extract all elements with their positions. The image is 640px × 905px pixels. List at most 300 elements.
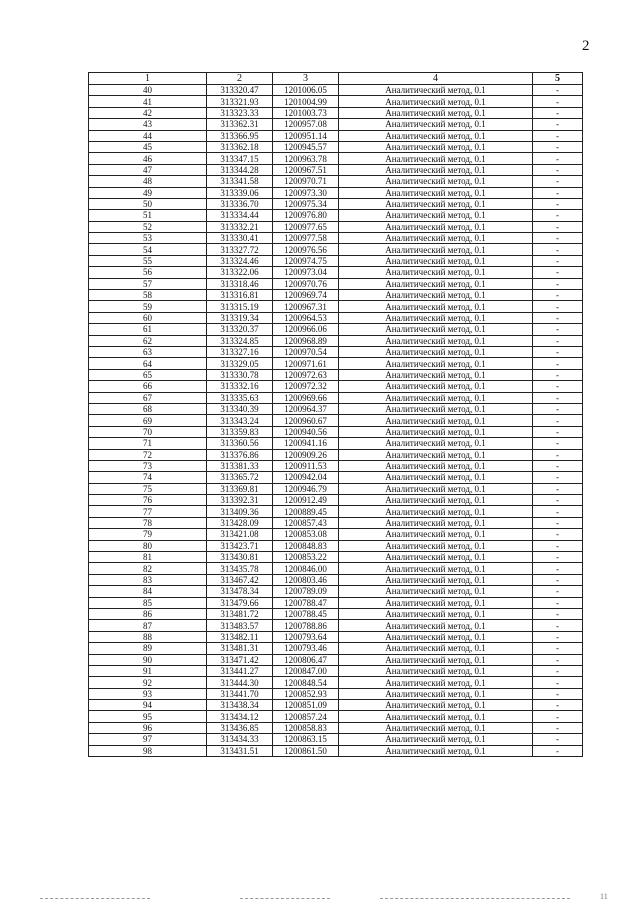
table-header [89, 73, 583, 85]
cell-point-number: 73 [89, 460, 207, 471]
cell-y-coordinate: 1201004.99 [273, 96, 339, 107]
cell-x-coordinate: 313376.86 [207, 449, 273, 460]
cell-x-coordinate: 313330.78 [207, 369, 273, 380]
cell-note: - [533, 563, 583, 574]
cell-method-accuracy: Аналитический метод, 0.1 [339, 529, 533, 540]
cell-y-coordinate: 1200969.74 [273, 290, 339, 301]
cell-x-coordinate: 313359.83 [207, 426, 273, 437]
cell-point-number: 81 [89, 552, 207, 563]
cell-x-coordinate: 313362.18 [207, 141, 273, 152]
cell-y-coordinate: 1200967.31 [273, 301, 339, 312]
cell-method-accuracy: Аналитический метод, 0.1 [339, 130, 533, 141]
cell-point-number: 56 [89, 267, 207, 278]
cell-x-coordinate: 313435.78 [207, 563, 273, 574]
cell-method-accuracy: Аналитический метод, 0.1 [339, 244, 533, 255]
table-row [89, 734, 583, 745]
cell-y-coordinate: 1200848.83 [273, 540, 339, 551]
cell-x-coordinate: 313436.85 [207, 722, 273, 733]
table-row [89, 540, 583, 551]
cell-x-coordinate: 313438.34 [207, 700, 273, 711]
cell-method-accuracy: Аналитический метод, 0.1 [339, 358, 533, 369]
cell-y-coordinate: 1200788.47 [273, 597, 339, 608]
cell-y-coordinate: 1200967.51 [273, 164, 339, 175]
cell-method-accuracy: Аналитический метод, 0.1 [339, 141, 533, 152]
table-row [89, 426, 583, 437]
cell-note: - [533, 745, 583, 756]
cell-y-coordinate: 1200972.63 [273, 369, 339, 380]
table-row [89, 381, 583, 392]
cell-x-coordinate: 313421.08 [207, 529, 273, 540]
cell-point-number: 46 [89, 153, 207, 164]
cell-y-coordinate: 1200951.14 [273, 130, 339, 141]
table-row [89, 574, 583, 585]
cell-x-coordinate: 313324.85 [207, 335, 273, 346]
table-row [89, 221, 583, 232]
table-body [89, 85, 583, 757]
table-row [89, 267, 583, 278]
cell-point-number: 67 [89, 392, 207, 403]
cell-point-number: 57 [89, 278, 207, 289]
cell-y-coordinate: 1200976.80 [273, 210, 339, 221]
table-row [89, 324, 583, 335]
cell-point-number: 43 [89, 119, 207, 130]
cell-note: - [533, 278, 583, 289]
cell-point-number: 74 [89, 472, 207, 483]
cell-point-number: 88 [89, 631, 207, 642]
cell-method-accuracy: Аналитический метод, 0.1 [339, 335, 533, 346]
cell-point-number: 77 [89, 506, 207, 517]
cell-method-accuracy: Аналитический метод, 0.1 [339, 301, 533, 312]
cell-y-coordinate: 1200848.54 [273, 677, 339, 688]
cell-method-accuracy: Аналитический метод, 0.1 [339, 631, 533, 642]
cell-y-coordinate: 1200911.53 [273, 460, 339, 471]
table-row [89, 290, 583, 301]
cell-note: - [533, 335, 583, 346]
cell-point-number: 90 [89, 654, 207, 665]
table-row [89, 517, 583, 528]
cell-x-coordinate: 313441.70 [207, 688, 273, 699]
cell-y-coordinate: 1200863.15 [273, 734, 339, 745]
cell-y-coordinate: 1200963.78 [273, 153, 339, 164]
cell-point-number: 89 [89, 643, 207, 654]
cell-point-number: 85 [89, 597, 207, 608]
table-row [89, 415, 583, 426]
cell-note: - [533, 688, 583, 699]
table-row [89, 198, 583, 209]
cell-point-number: 93 [89, 688, 207, 699]
cell-x-coordinate: 313430.81 [207, 552, 273, 563]
table-row [89, 233, 583, 244]
cell-point-number: 76 [89, 495, 207, 506]
cell-note: - [533, 233, 583, 244]
cell-x-coordinate: 313336.70 [207, 198, 273, 209]
cell-method-accuracy: Аналитический метод, 0.1 [339, 711, 533, 722]
cell-x-coordinate: 313428.09 [207, 517, 273, 528]
cell-x-coordinate: 313334.44 [207, 210, 273, 221]
table-row [89, 164, 583, 175]
cell-method-accuracy: Аналитический метод, 0.1 [339, 495, 533, 506]
cell-point-number: 79 [89, 529, 207, 540]
footer-rule [40, 898, 150, 899]
cell-method-accuracy: Аналитический метод, 0.1 [339, 221, 533, 232]
cell-x-coordinate: 313315.19 [207, 301, 273, 312]
cell-note: - [533, 540, 583, 551]
header-col-3: 3 [273, 73, 339, 85]
cell-x-coordinate: 313327.72 [207, 244, 273, 255]
cell-y-coordinate: 1200972.32 [273, 381, 339, 392]
cell-y-coordinate: 1200851.09 [273, 700, 339, 711]
coordinates-table [88, 72, 583, 757]
cell-method-accuracy: Аналитический метод, 0.1 [339, 734, 533, 745]
cell-point-number: 87 [89, 620, 207, 631]
cell-method-accuracy: Аналитический метод, 0.1 [339, 506, 533, 517]
cell-note: - [533, 369, 583, 380]
cell-note: - [533, 665, 583, 676]
cell-x-coordinate: 313360.56 [207, 438, 273, 449]
cell-y-coordinate: 1200964.53 [273, 312, 339, 323]
table-row [89, 529, 583, 540]
cell-point-number: 60 [89, 312, 207, 323]
cell-note: - [533, 198, 583, 209]
cell-method-accuracy: Аналитический метод, 0.1 [339, 381, 533, 392]
table-row [89, 176, 583, 187]
cell-point-number: 66 [89, 381, 207, 392]
cell-note: - [533, 449, 583, 460]
table-row [89, 483, 583, 494]
cell-method-accuracy: Аналитический метод, 0.1 [339, 403, 533, 414]
cell-point-number: 96 [89, 722, 207, 733]
cell-y-coordinate: 1200803.46 [273, 574, 339, 585]
cell-point-number: 55 [89, 255, 207, 266]
cell-note: - [533, 722, 583, 733]
cell-point-number: 59 [89, 301, 207, 312]
cell-point-number: 72 [89, 449, 207, 460]
cell-y-coordinate: 1200964.37 [273, 403, 339, 414]
cell-x-coordinate: 313322.06 [207, 267, 273, 278]
cell-note: - [533, 552, 583, 563]
cell-y-coordinate: 1200973.30 [273, 187, 339, 198]
table-row [89, 438, 583, 449]
cell-x-coordinate: 313321.93 [207, 96, 273, 107]
table-row [89, 403, 583, 414]
header-col-4: 4 [339, 73, 533, 85]
cell-y-coordinate: 1200970.76 [273, 278, 339, 289]
cell-method-accuracy: Аналитический метод, 0.1 [339, 312, 533, 323]
cell-x-coordinate: 313441.27 [207, 665, 273, 676]
cell-note: - [533, 346, 583, 357]
cell-y-coordinate: 1200941.16 [273, 438, 339, 449]
table-row [89, 654, 583, 665]
table-row [89, 472, 583, 483]
cell-note: - [533, 608, 583, 619]
cell-y-coordinate: 1200945.57 [273, 141, 339, 152]
cell-y-coordinate: 1200974.75 [273, 255, 339, 266]
cell-point-number: 95 [89, 711, 207, 722]
cell-y-coordinate: 1200970.71 [273, 176, 339, 187]
cell-method-accuracy: Аналитический метод, 0.1 [339, 722, 533, 733]
cell-point-number: 50 [89, 198, 207, 209]
table-row [89, 358, 583, 369]
cell-method-accuracy: Аналитический метод, 0.1 [339, 643, 533, 654]
cell-method-accuracy: Аналитический метод, 0.1 [339, 267, 533, 278]
cell-x-coordinate: 313381.33 [207, 460, 273, 471]
table-row [89, 688, 583, 699]
table-row [89, 495, 583, 506]
cell-y-coordinate: 1200853.22 [273, 552, 339, 563]
table-row [89, 255, 583, 266]
cell-method-accuracy: Аналитический метод, 0.1 [339, 552, 533, 563]
cell-x-coordinate: 313343.24 [207, 415, 273, 426]
cell-note: - [533, 301, 583, 312]
cell-method-accuracy: Аналитический метод, 0.1 [339, 620, 533, 631]
cell-y-coordinate: 1200970.54 [273, 346, 339, 357]
cell-point-number: 69 [89, 415, 207, 426]
cell-note: - [533, 529, 583, 540]
cell-x-coordinate: 313365.72 [207, 472, 273, 483]
table-row [89, 278, 583, 289]
cell-method-accuracy: Аналитический метод, 0.1 [339, 483, 533, 494]
cell-point-number: 98 [89, 745, 207, 756]
cell-y-coordinate: 1200946.79 [273, 483, 339, 494]
cell-method-accuracy: Аналитический метод, 0.1 [339, 472, 533, 483]
cell-note: - [533, 358, 583, 369]
cell-note: - [533, 392, 583, 403]
cell-note: - [533, 711, 583, 722]
table-row [89, 597, 583, 608]
cell-x-coordinate: 313327.16 [207, 346, 273, 357]
table-row [89, 643, 583, 654]
table-row [89, 335, 583, 346]
table-row [89, 312, 583, 323]
cell-note: - [533, 483, 583, 494]
cell-note: - [533, 597, 583, 608]
cell-method-accuracy: Аналитический метод, 0.1 [339, 654, 533, 665]
cell-point-number: 51 [89, 210, 207, 221]
header-col-1: 1 [89, 73, 207, 85]
header-col-5: 5 [533, 73, 583, 85]
cell-note: - [533, 574, 583, 585]
cell-y-coordinate: 1200852.93 [273, 688, 339, 699]
table-row [89, 369, 583, 380]
cell-method-accuracy: Аналитический метод, 0.1 [339, 563, 533, 574]
cell-note: - [533, 119, 583, 130]
cell-method-accuracy: Аналитический метод, 0.1 [339, 198, 533, 209]
cell-method-accuracy: Аналитический метод, 0.1 [339, 290, 533, 301]
cell-point-number: 71 [89, 438, 207, 449]
table-row [89, 711, 583, 722]
cell-point-number: 83 [89, 574, 207, 585]
table-row [89, 130, 583, 141]
cell-y-coordinate: 1200857.43 [273, 517, 339, 528]
cell-x-coordinate: 313423.71 [207, 540, 273, 551]
table-row [89, 722, 583, 733]
cell-x-coordinate: 313392.31 [207, 495, 273, 506]
cell-point-number: 53 [89, 233, 207, 244]
cell-point-number: 58 [89, 290, 207, 301]
table-row [89, 552, 583, 563]
cell-method-accuracy: Аналитический метод, 0.1 [339, 688, 533, 699]
cell-method-accuracy: Аналитический метод, 0.1 [339, 233, 533, 244]
cell-note: - [533, 221, 583, 232]
cell-y-coordinate: 1200976.56 [273, 244, 339, 255]
cell-note: - [533, 255, 583, 266]
cell-y-coordinate: 1200973.04 [273, 267, 339, 278]
cell-note: - [533, 677, 583, 688]
cell-x-coordinate: 313332.21 [207, 221, 273, 232]
cell-point-number: 78 [89, 517, 207, 528]
cell-point-number: 48 [89, 176, 207, 187]
cell-x-coordinate: 313409.36 [207, 506, 273, 517]
cell-x-coordinate: 313478.34 [207, 586, 273, 597]
cell-note: - [533, 141, 583, 152]
cell-x-coordinate: 313471.42 [207, 654, 273, 665]
cell-point-number: 64 [89, 358, 207, 369]
cell-y-coordinate: 1200853.08 [273, 529, 339, 540]
cell-note: - [533, 403, 583, 414]
cell-note: - [533, 506, 583, 517]
cell-x-coordinate: 313330.41 [207, 233, 273, 244]
table-row [89, 210, 583, 221]
cell-y-coordinate: 1200957.08 [273, 119, 339, 130]
cell-method-accuracy: Аналитический метод, 0.1 [339, 415, 533, 426]
cell-point-number: 68 [89, 403, 207, 414]
cell-point-number: 47 [89, 164, 207, 175]
cell-y-coordinate: 1200966.06 [273, 324, 339, 335]
cell-method-accuracy: Аналитический метод, 0.1 [339, 540, 533, 551]
table-row [89, 301, 583, 312]
cell-x-coordinate: 313318.46 [207, 278, 273, 289]
cell-x-coordinate: 313347.15 [207, 153, 273, 164]
cell-point-number: 40 [89, 85, 207, 96]
cell-method-accuracy: Аналитический метод, 0.1 [339, 745, 533, 756]
cell-note: - [533, 654, 583, 665]
cell-note: - [533, 96, 583, 107]
cell-method-accuracy: Аналитический метод, 0.1 [339, 255, 533, 266]
cell-method-accuracy: Аналитический метод, 0.1 [339, 369, 533, 380]
cell-y-coordinate: 1200968.89 [273, 335, 339, 346]
cell-x-coordinate: 313341.58 [207, 176, 273, 187]
cell-x-coordinate: 313369.81 [207, 483, 273, 494]
cell-note: - [533, 734, 583, 745]
cell-point-number: 44 [89, 130, 207, 141]
cell-y-coordinate: 1200912.49 [273, 495, 339, 506]
cell-y-coordinate: 1200977.58 [273, 233, 339, 244]
cell-note: - [533, 426, 583, 437]
header-col-2: 2 [207, 73, 273, 85]
cell-method-accuracy: Аналитический метод, 0.1 [339, 85, 533, 96]
table-row [89, 346, 583, 357]
cell-note: - [533, 495, 583, 506]
cell-method-accuracy: Аналитический метод, 0.1 [339, 586, 533, 597]
cell-point-number: 91 [89, 665, 207, 676]
cell-method-accuracy: Аналитический метод, 0.1 [339, 608, 533, 619]
cell-method-accuracy: Аналитический метод, 0.1 [339, 449, 533, 460]
table-row [89, 745, 583, 756]
table-row [89, 141, 583, 152]
cell-x-coordinate: 313479.66 [207, 597, 273, 608]
cell-y-coordinate: 1200789.09 [273, 586, 339, 597]
table-row [89, 85, 583, 96]
cell-note: - [533, 164, 583, 175]
cell-point-number: 52 [89, 221, 207, 232]
table-row [89, 631, 583, 642]
cell-note: - [533, 176, 583, 187]
cell-point-number: 49 [89, 187, 207, 198]
cell-point-number: 41 [89, 96, 207, 107]
cell-x-coordinate: 313481.31 [207, 643, 273, 654]
table-row [89, 506, 583, 517]
cell-x-coordinate: 313444.30 [207, 677, 273, 688]
cell-x-coordinate: 313482.11 [207, 631, 273, 642]
cell-note: - [533, 210, 583, 221]
cell-note: - [533, 187, 583, 198]
cell-note: - [533, 290, 583, 301]
cell-x-coordinate: 313320.47 [207, 85, 273, 96]
cell-note: - [533, 381, 583, 392]
cell-method-accuracy: Аналитический метод, 0.1 [339, 460, 533, 471]
cell-point-number: 65 [89, 369, 207, 380]
table-row [89, 665, 583, 676]
cell-point-number: 61 [89, 324, 207, 335]
cell-x-coordinate: 313316.81 [207, 290, 273, 301]
cell-point-number: 45 [89, 141, 207, 152]
cell-note: - [533, 415, 583, 426]
cell-y-coordinate: 1200788.86 [273, 620, 339, 631]
cell-note: - [533, 517, 583, 528]
cell-x-coordinate: 313335.63 [207, 392, 273, 403]
cell-x-coordinate: 313319.34 [207, 312, 273, 323]
table-row [89, 392, 583, 403]
cell-x-coordinate: 313481.72 [207, 608, 273, 619]
cell-note: - [533, 472, 583, 483]
table-row [89, 460, 583, 471]
cell-x-coordinate: 313323.33 [207, 107, 273, 118]
cell-point-number: 84 [89, 586, 207, 597]
cell-method-accuracy: Аналитический метод, 0.1 [339, 107, 533, 118]
cell-note: - [533, 460, 583, 471]
cell-y-coordinate: 1200969.66 [273, 392, 339, 403]
cell-method-accuracy: Аналитический метод, 0.1 [339, 346, 533, 357]
cell-method-accuracy: Аналитический метод, 0.1 [339, 210, 533, 221]
cell-point-number: 63 [89, 346, 207, 357]
cell-note: - [533, 438, 583, 449]
cell-note: - [533, 700, 583, 711]
cell-y-coordinate: 1200889.45 [273, 506, 339, 517]
cell-note: - [533, 324, 583, 335]
cell-method-accuracy: Аналитический метод, 0.1 [339, 392, 533, 403]
cell-method-accuracy: Аналитический метод, 0.1 [339, 574, 533, 585]
cell-y-coordinate: 1200942.04 [273, 472, 339, 483]
cell-point-number: 75 [89, 483, 207, 494]
cell-method-accuracy: Аналитический метод, 0.1 [339, 438, 533, 449]
cell-x-coordinate: 313483.57 [207, 620, 273, 631]
cell-method-accuracy: Аналитический метод, 0.1 [339, 677, 533, 688]
cell-x-coordinate: 313332.16 [207, 381, 273, 392]
cell-y-coordinate: 1201003.73 [273, 107, 339, 118]
cell-method-accuracy: Аналитический метод, 0.1 [339, 700, 533, 711]
footer-rule [240, 898, 330, 899]
cell-x-coordinate: 313340.39 [207, 403, 273, 414]
cell-method-accuracy: Аналитический метод, 0.1 [339, 187, 533, 198]
cell-method-accuracy: Аналитический метод, 0.1 [339, 278, 533, 289]
table-row [89, 96, 583, 107]
cell-note: - [533, 267, 583, 278]
cell-note: - [533, 153, 583, 164]
cell-x-coordinate: 313366.95 [207, 130, 273, 141]
cell-method-accuracy: Аналитический метод, 0.1 [339, 153, 533, 164]
page-number: 2 [582, 38, 590, 54]
cell-point-number: 94 [89, 700, 207, 711]
